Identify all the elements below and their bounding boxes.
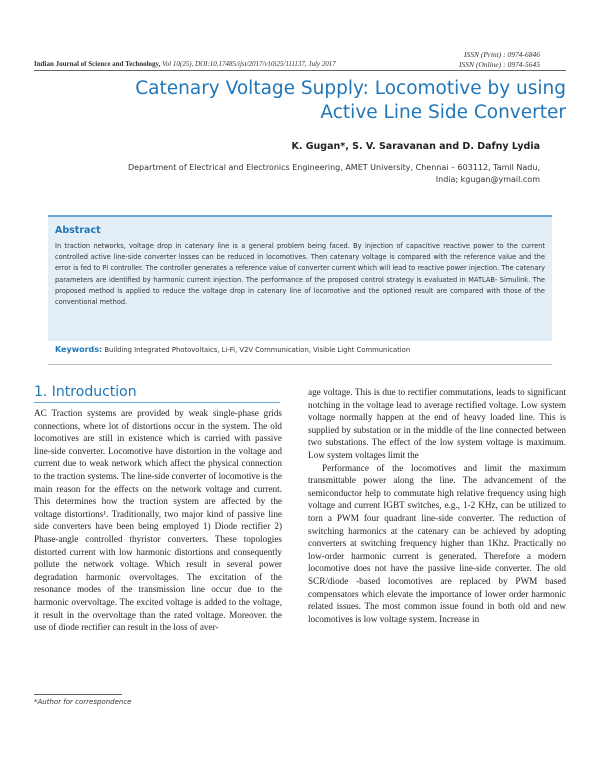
intro-paragraph-1-continued: age voltage. This is due to rectifier commutations, leads to significant notching in the voltage lead to average rectified voltage. Low system voltage normally happen at the end of heavy loaded line. This is supplied by substation or in the middle of the line connected between two substations. The effect of the low system voltage is maximum. Low system voltages limit the bbox=[308, 387, 566, 460]
right-column bbox=[308, 386, 566, 625]
journal-meta: Vol 10(25), DOI:10.17485/ijst/2017/v10i25/111137, July 2017 bbox=[160, 60, 336, 68]
affiliation-line-1: Department of Electrical and Electronics Engineering, AMET University, Chennai – 603112, Tamil Nadu, bbox=[127, 163, 540, 172]
paper-title bbox=[60, 77, 566, 125]
keywords-text: Building Integrated Photovoltaics, Li-Fi, V2V Communication, Visible Light Communication bbox=[102, 346, 411, 354]
footnote-rule bbox=[34, 694, 122, 695]
journal-name: Indian Journal of Science and Technology, bbox=[34, 60, 161, 68]
keywords-line bbox=[55, 345, 552, 354]
title-line-2: Active Line Side Converter bbox=[320, 102, 566, 123]
affiliation-line-2: India; kgugan@ymail.com bbox=[435, 175, 540, 184]
abstract-box bbox=[48, 215, 552, 341]
title-line-1: Catenary Voltage Supply: Locomotive by using bbox=[135, 78, 566, 99]
issn-print: ISSN (Print) : 0974-6846 bbox=[463, 50, 540, 59]
keywords-rule bbox=[48, 364, 552, 365]
intro-paragraph-1: AC Traction systems are provided by weak single-phase grids connections, where lot of distortions occur in the system. The old locomotives are still in existence which is carried with passive line-side converter. Locomotive have distortion in the voltage and current due to weak network which affect the physical connection to the traction systems. The line-side converter of locomotive is the main reason for the effects on the network voltage and current. This determines how the traction system are affected by the voltage distortions¹. Traditionally, two major kind of passive line side converters have been being employed 1) Diode rectifier 2) Phase-angle controlled thyristor converters. These topologies distorted current with low harmonic distortions and consequently pollute the network voltage. Which result in several power degradation harmonic overvoltages. The excitation of the resonance modes of the transmission line occur due to the harmonic overvoltage. The excited voltage is added to the voltage, it result in the overvoltage than the rated voltage. Moreover. the use of diode rectifier can result in the loss of aver- bbox=[34, 408, 282, 633]
intro-paragraph-2: Performance of the locomotives and limit the maximum transmittable power along the line. The advancement of the semiconductor help to commutate high relative frequency using high voltage and current IGBT switches, e.g., 1-2 KHz, can be utilized to torn a PWM four quadrant line-side converter. The reduction of switching harmonics at the catenary can be achieved by adopting converters at switching frequency higher than 1Khz. Practically no low-order harmonic current is generated. Therefore a modern locomotive does not have the passive line-side converter. The old SCR/diode -based locomotives are replaced by PWM based compensators which elevate the importance of lower order harmonic related issues. The most common issue found in both old and new locomotives is low voltage system. Increase in bbox=[308, 462, 566, 624]
journal-citation bbox=[34, 60, 540, 68]
author-list: K. Gugan*, S. V. Saravanan and D. Dafny Lydia bbox=[291, 141, 540, 152]
affiliation bbox=[120, 162, 540, 186]
abstract-heading: Abstract bbox=[55, 225, 101, 236]
keywords-label: Keywords: bbox=[55, 345, 103, 354]
issn-online: ISSN (Online) : 0974-5645 bbox=[458, 60, 540, 69]
left-column bbox=[34, 407, 282, 634]
header-rule bbox=[34, 70, 566, 71]
footnote: *Author for correspondence bbox=[34, 698, 132, 706]
abstract-text: In traction networks, voltage drop in catenary line is a general problem being faced. By injection of capacitive reactive power to the current controlled active line-side converter losses can be reduced in locomotives. Then catenary voltage is compared with the reference value and the error is fed to PI controller. The controller generates a reference value of converter current which will lead to reactive power injection. The catenary parameters are identified by harmonic current injection. The performance of the proposed control strategy is evaluated in MATLAB- Simulink. The proposed method is applied to reduce the voltage drop in catenary line of locomotive and the optioned result are compared with those of the conventional method. bbox=[55, 242, 545, 307]
section-heading-introduction: 1. Introduction bbox=[34, 384, 280, 403]
